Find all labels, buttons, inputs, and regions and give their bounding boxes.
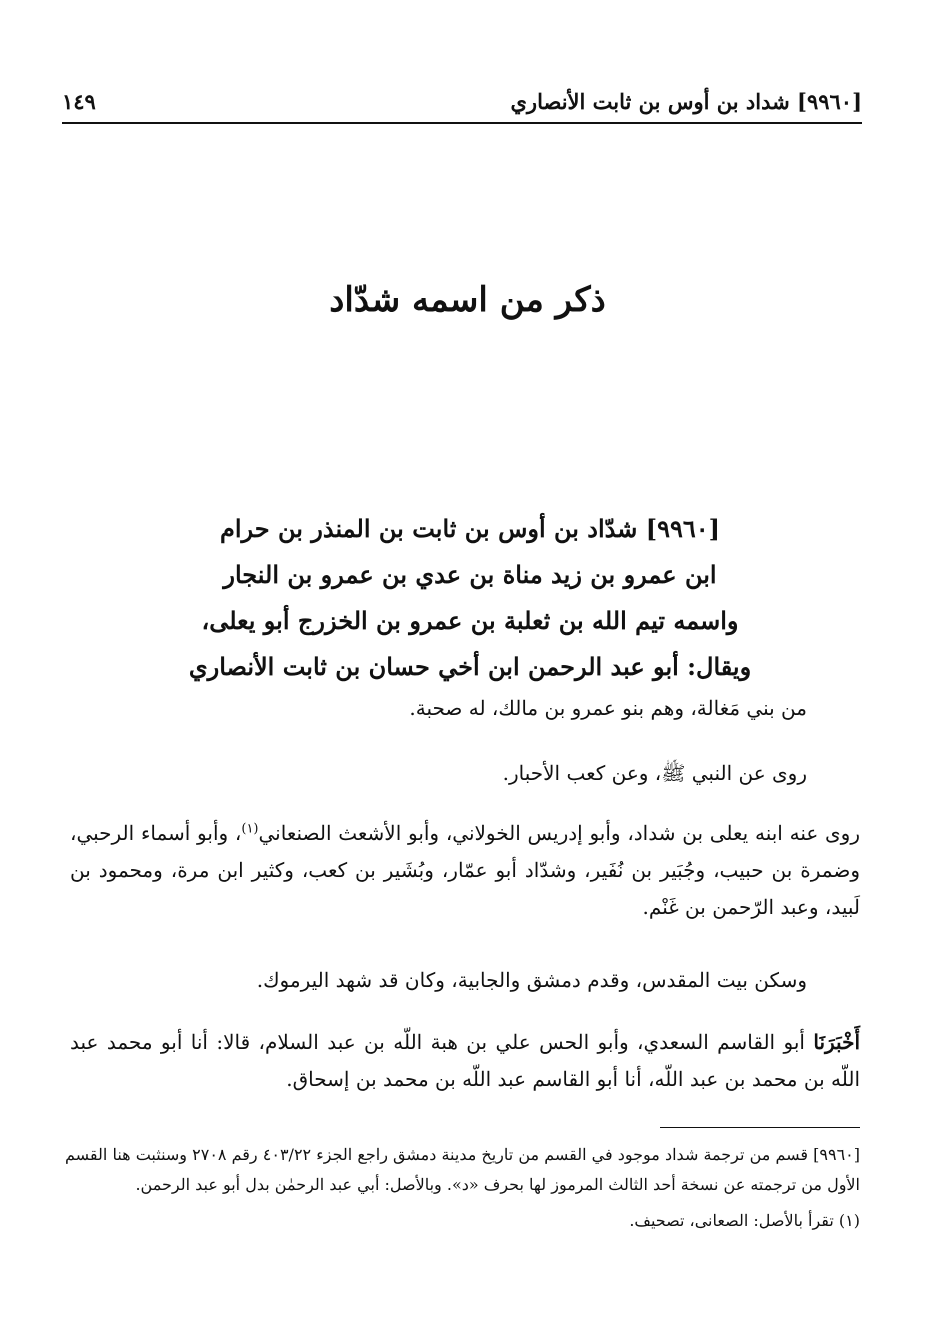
footnote-ref: (١) (241, 821, 259, 837)
paragraph-narrators (70, 815, 860, 926)
footnote-main: [٩٩٦٠] قسم من ترجمة شداد موجود في القسم من تاريخ مدينة دمشق راجع الجزء ٤٠٣/٢٢ رقم ٢٧٠٨ وسنثبت هنا القسم الأول من ترجمته عن نسخة أحد الثالث المرموز لها بحرف «د». وبالأصل: أبي عبد الرحمٰن بدل أبو عبد الرحمن. (65, 1145, 860, 1194)
isnad-lead-word: أَخْبَرَنَا (813, 1030, 860, 1054)
entry-heading-line: واسمه تيم الله بن ثعلبة بن عمرو بن الخزرج أبو يعلى، (201, 606, 739, 635)
running-header (62, 84, 862, 124)
entry-heading-line: ويقال: أبو عبد الرحمن ابن أخي حسان بن ثابت الأنصاري (188, 652, 752, 681)
section-title: ذكر من اسمه شدّاد (329, 280, 606, 320)
paragraph-lineage: من بني مَغالة، وهم بنو عمرو بن مالك، له صحبة. (409, 696, 807, 720)
entry-heading (150, 506, 790, 690)
running-header-title: [٩٩٦٠] شداد بن أوس بن ثابت الأنصاري (510, 89, 862, 114)
footnote-rule (660, 1127, 860, 1128)
entry-heading-line: ابن عمرو بن زيد مناة بن عدي بن عمرو بن النجار (223, 560, 717, 589)
paragraph-isnad (70, 1024, 860, 1098)
header-rule (62, 122, 862, 124)
footnotes (65, 1140, 860, 1236)
paragraph-residence: وسكن بيت المقدس، وقدم دمشق والجابية، وكان قد شهد اليرموك. (256, 968, 807, 992)
entry-heading-line: [٩٩٦٠] شدّاد بن أوس بن ثابت بن المنذر بن حرام (219, 514, 721, 543)
isnad-text: أبو القاسم السعدي، وأبو الحس علي بن هبة اللّه بن عبد السلام، قالا: أنا أبو محمد عبد اللّه بن محمد بن عبد اللّه، أنا أبو القاسم عبد اللّه بن محمد بن إسحاق. (70, 1030, 860, 1091)
paragraph-narrators-part-b: ، وأبو أسماء الرحبي، وضمرة بن حبيب، وجُبَير بن نُفَير، وشدّاد أبو عمّار، وبُشَير بن كعب، وكثير ابن مرة، ومحمود بن لَبيد، وعبد الرّحمن بن غَنْم. (70, 821, 860, 919)
paragraph-narrated-from: روى عن النبي ﷺ، وعن كعب الأحبار. (502, 761, 807, 785)
page-number: ١٤٩ (62, 89, 96, 114)
footnote-1: (١) تقرأ بالأصل: الصعانى، تصحيف. (629, 1211, 860, 1230)
paragraph-narrators-part-a: روى عنه ابنه يعلى بن شداد، وأبو إدريس الخولاني، وأبو الأشعث الصنعاني (258, 821, 860, 845)
